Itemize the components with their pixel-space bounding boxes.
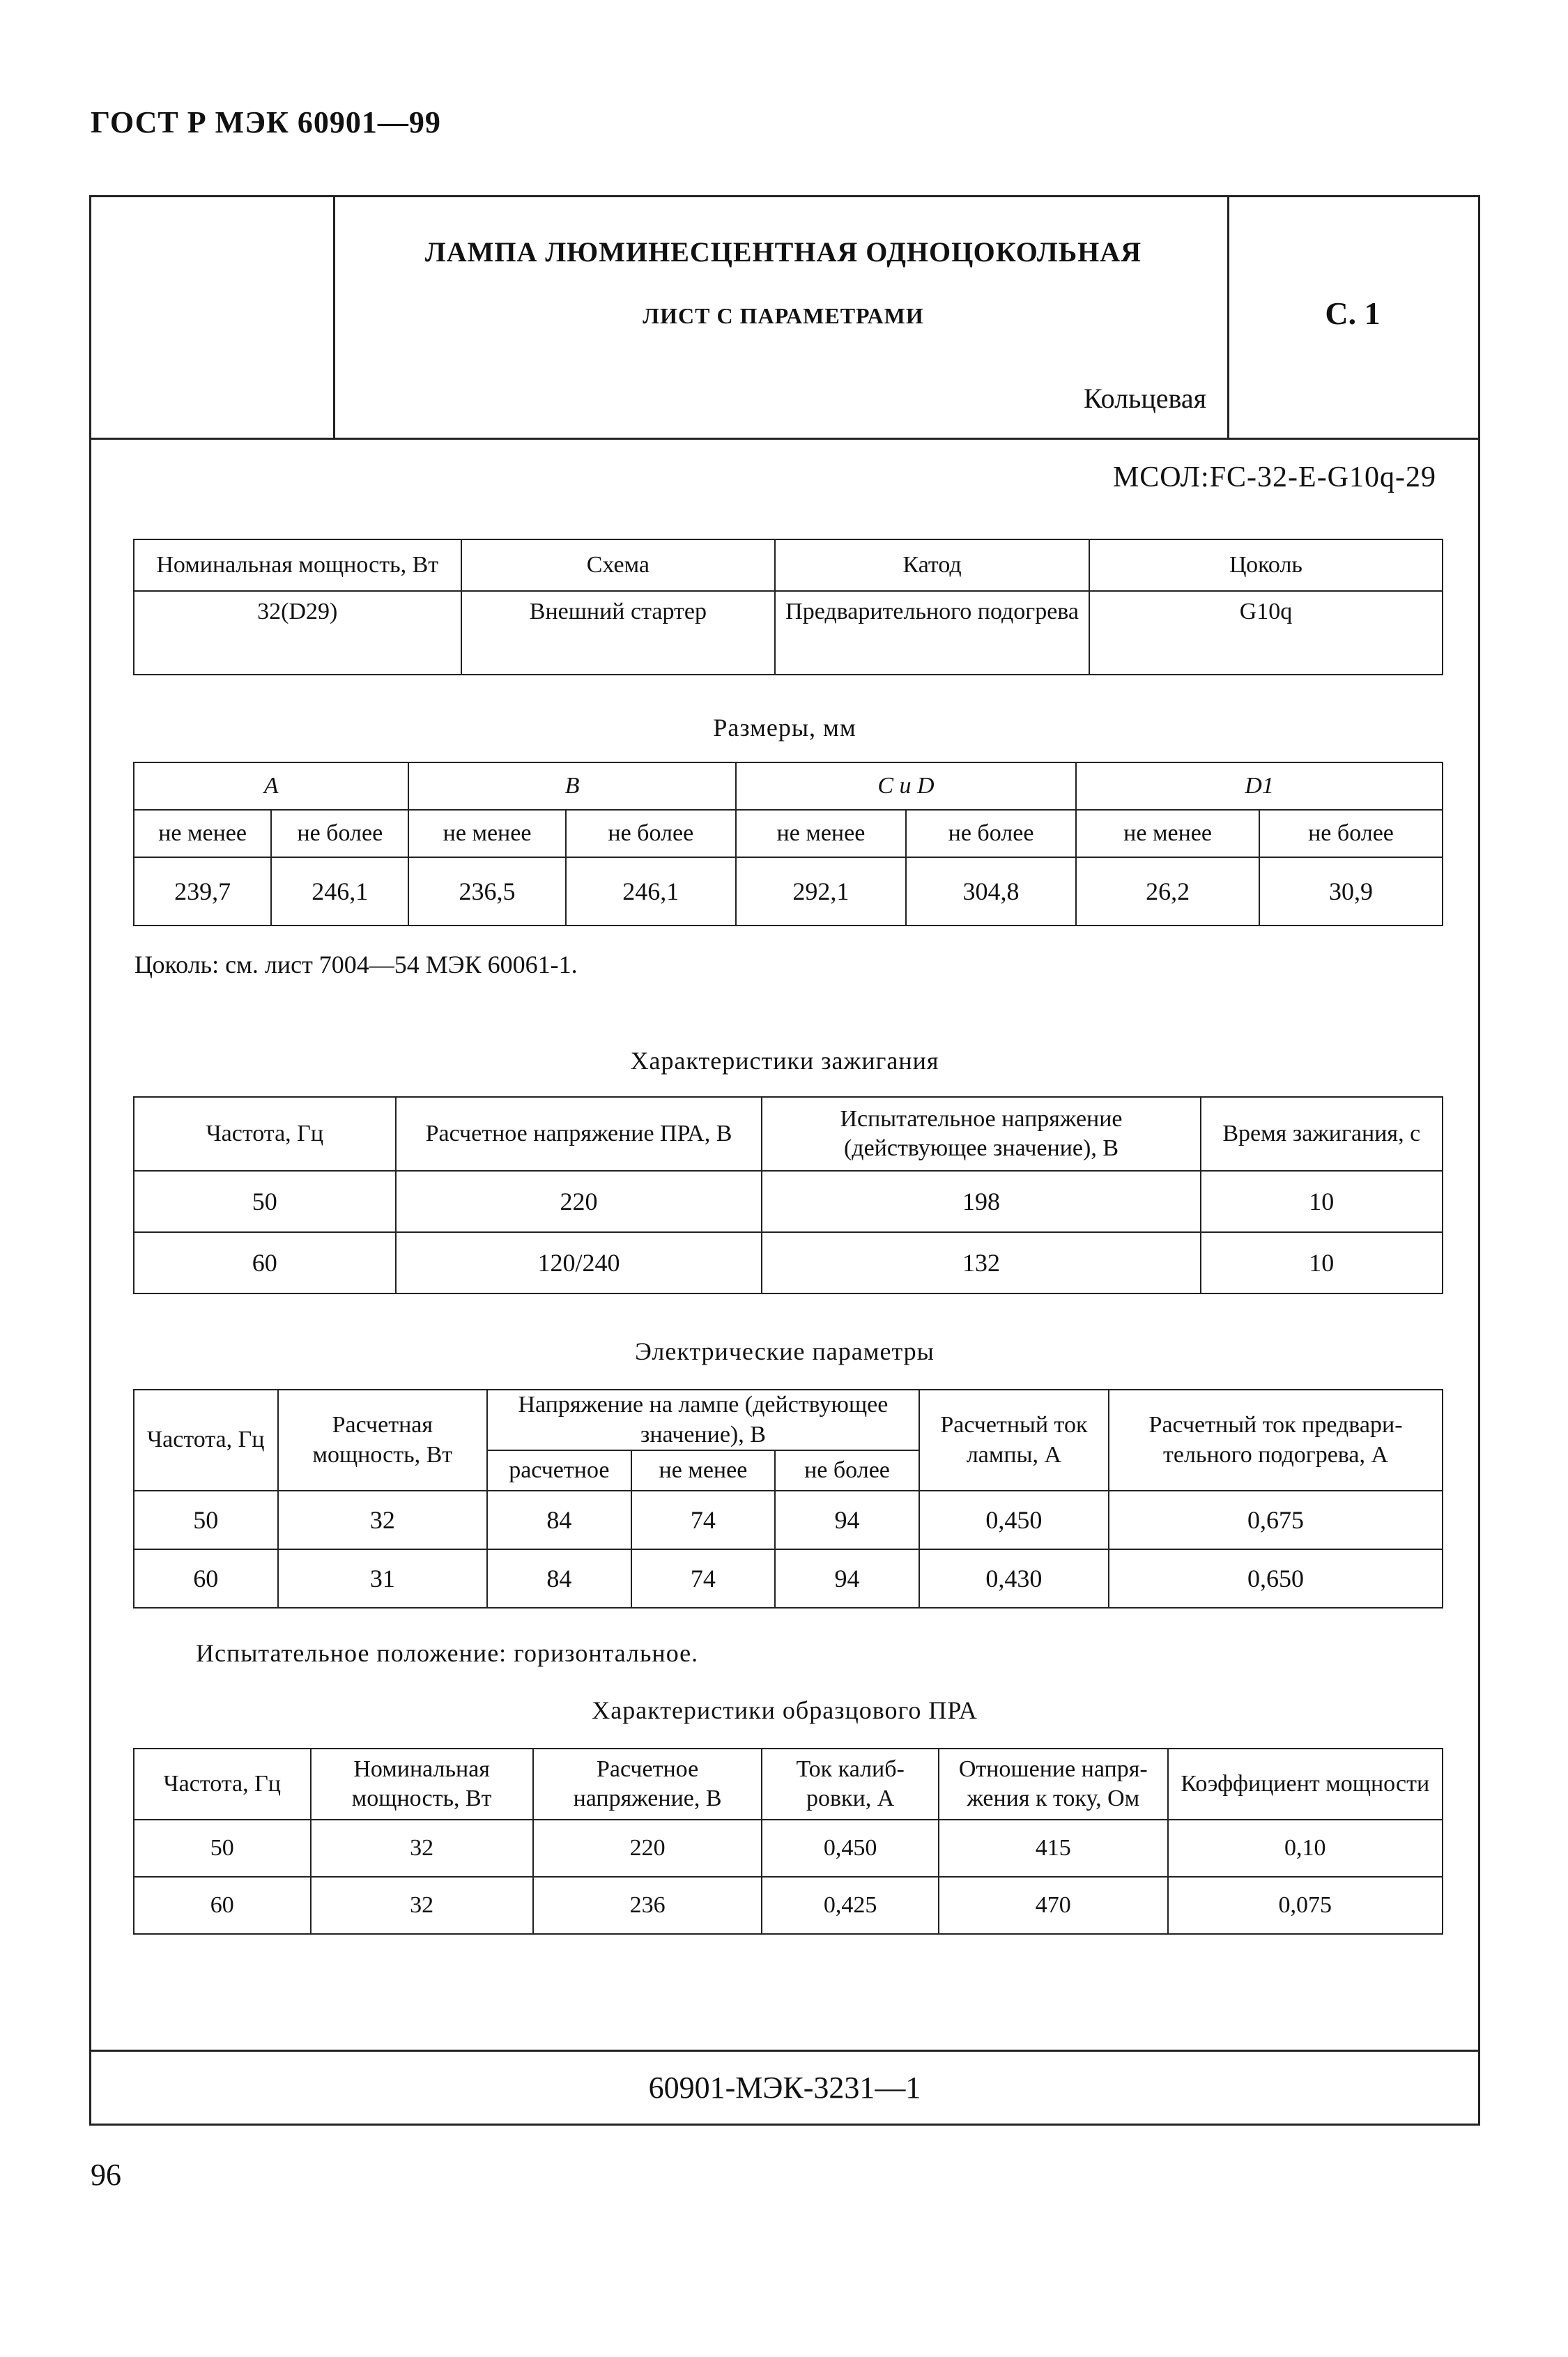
table-cell: 60 bbox=[134, 1877, 311, 1934]
footer-band bbox=[91, 2050, 1478, 2124]
sheet-frame bbox=[89, 195, 1480, 2126]
table-cell: 304,8 bbox=[906, 857, 1076, 926]
table-header-row bbox=[134, 1097, 1443, 1171]
dimension-group-b: B bbox=[408, 762, 735, 810]
test-position-note: Испытательное положение: горизонтальное. bbox=[196, 1639, 699, 1667]
table-cell: 50 bbox=[134, 1820, 311, 1877]
table-row bbox=[134, 1171, 1443, 1232]
header-cell: Испытательное напряжение (действующее значение), В bbox=[762, 1097, 1200, 1171]
header-cell: Катод bbox=[775, 539, 1089, 591]
max-label: не более bbox=[1259, 810, 1443, 857]
table-cell: 0,450 bbox=[762, 1820, 939, 1877]
min-label: не менее bbox=[736, 810, 906, 857]
table-row bbox=[134, 1549, 1443, 1608]
header-cell: Расчетное напряжение, В bbox=[533, 1749, 762, 1820]
min-label: не менее bbox=[408, 810, 565, 857]
header-cell: Время зажигания, с bbox=[1201, 1097, 1443, 1171]
table-cell: 239,7 bbox=[134, 857, 271, 926]
max-label: не более bbox=[566, 810, 736, 857]
table-cell: 292,1 bbox=[736, 857, 906, 926]
title-block-left-cell bbox=[91, 197, 335, 438]
table-cell: 94 bbox=[775, 1491, 919, 1549]
table-cell: 0,10 bbox=[1168, 1820, 1443, 1877]
ballast-table bbox=[133, 1748, 1443, 1935]
page-number: 96 bbox=[91, 2158, 121, 2192]
header-cell: Номинальная мощность, Вт bbox=[134, 539, 461, 591]
header-cell: Частота, Гц bbox=[134, 1390, 278, 1491]
table-header-row bbox=[134, 539, 1443, 591]
header-cell: расчетное bbox=[487, 1450, 631, 1491]
dimension-group-a: A bbox=[134, 762, 408, 810]
table-cell: 10 bbox=[1201, 1171, 1443, 1232]
table-cell: 0,450 bbox=[919, 1491, 1109, 1549]
table-row bbox=[134, 1877, 1443, 1934]
header-cell: не более bbox=[775, 1450, 919, 1491]
table-cell: 246,1 bbox=[271, 857, 408, 926]
header-cell: Расчетное напряжение ПРА, В bbox=[396, 1097, 762, 1171]
table-cell: 236 bbox=[533, 1877, 762, 1934]
header-cell: Отношение напря-жения к току, Ом bbox=[939, 1749, 1168, 1820]
header-cell: Частота, Гц bbox=[134, 1097, 396, 1171]
table-cell: 0,650 bbox=[1109, 1549, 1443, 1608]
standard-header: ГОСТ Р МЭК 60901—99 bbox=[91, 105, 441, 139]
table-cell: Предварительного подогрева bbox=[775, 591, 1089, 675]
header-cell: Ток калиб-ровки, А bbox=[762, 1749, 939, 1820]
table-cell: Внешний стартер bbox=[461, 591, 776, 675]
lamp-title: ЛАМПА ЛЮМИНЕСЦЕНТНАЯ ОДНОЦОКОЛЬНАЯ bbox=[424, 236, 1142, 268]
header-cell: Расчетная мощность, Вт bbox=[278, 1390, 487, 1491]
table-row bbox=[134, 591, 1443, 675]
header-cell: не менее bbox=[631, 1450, 776, 1491]
min-label: не менее bbox=[1076, 810, 1259, 857]
table-row bbox=[134, 1820, 1443, 1877]
table-cell: 236,5 bbox=[408, 857, 565, 926]
table-subheader-row bbox=[134, 810, 1443, 857]
table-cell: 0,675 bbox=[1109, 1491, 1443, 1549]
min-label: не менее bbox=[134, 810, 271, 857]
dimension-group-cd: C и D bbox=[736, 762, 1076, 810]
header-cell: Схема bbox=[461, 539, 776, 591]
table-cell: 84 bbox=[487, 1549, 631, 1608]
table-cell: 60 bbox=[134, 1232, 396, 1293]
dimensions-caption: Размеры, мм bbox=[713, 714, 856, 742]
table-cell: 60 bbox=[134, 1549, 278, 1608]
electrical-caption: Электрические параметры bbox=[635, 1337, 935, 1365]
table-cell: 220 bbox=[396, 1171, 762, 1232]
header-cell: Расчетный ток предвари-тельного подогрева, А bbox=[1109, 1390, 1443, 1491]
table-cell: 26,2 bbox=[1076, 857, 1259, 926]
table-row bbox=[134, 857, 1443, 926]
dimension-group-d1: D1 bbox=[1076, 762, 1443, 810]
table-cell: 32 bbox=[278, 1491, 487, 1549]
dimensions-table bbox=[133, 762, 1443, 926]
table-cell: 30,9 bbox=[1259, 857, 1443, 926]
lamp-shape: Кольцевая bbox=[1083, 383, 1206, 414]
table-cell: G10q bbox=[1089, 591, 1443, 675]
table-header-row bbox=[134, 1390, 1443, 1450]
table-row bbox=[134, 1232, 1443, 1293]
table-cell: 32 bbox=[311, 1877, 533, 1934]
table-cell: 32(D29) bbox=[134, 591, 461, 675]
table-cell: 0,430 bbox=[919, 1549, 1109, 1608]
table-cell: 74 bbox=[631, 1491, 776, 1549]
table-cell: 415 bbox=[939, 1820, 1168, 1877]
ignition-caption: Характеристики зажигания bbox=[630, 1047, 939, 1075]
table-cell: 246,1 bbox=[566, 857, 736, 926]
table-cell: 132 bbox=[762, 1232, 1200, 1293]
max-label: не более bbox=[271, 810, 408, 857]
header-cell: Расчетный ток лампы, А bbox=[919, 1390, 1109, 1491]
table-cell: 0,425 bbox=[762, 1877, 939, 1934]
table-cell: 120/240 bbox=[396, 1232, 762, 1293]
header-cell: Коэффициент мощности bbox=[1168, 1749, 1443, 1820]
header-cell: Цоколь bbox=[1089, 539, 1443, 591]
lamp-code: МСОЛ:FC-32-E-G10q-29 bbox=[1112, 461, 1436, 493]
table-cell: 50 bbox=[134, 1171, 396, 1232]
header-cell: Номинальная мощность, Вт bbox=[311, 1749, 533, 1820]
sheet-subtitle: ЛИСТ С ПАРАМЕТРАМИ bbox=[643, 303, 924, 328]
table-row bbox=[134, 1491, 1443, 1549]
table-cell: 74 bbox=[631, 1549, 776, 1608]
table-cell: 470 bbox=[939, 1877, 1168, 1934]
electrical-table bbox=[133, 1389, 1443, 1609]
general-table bbox=[133, 539, 1443, 675]
ignition-table bbox=[133, 1096, 1443, 1294]
sheet-number: С. 1 bbox=[1325, 295, 1381, 331]
title-block bbox=[91, 197, 1478, 440]
header-cell: Частота, Гц bbox=[134, 1749, 311, 1820]
base-note: Цоколь: см. лист 7004—54 МЭК 60061-1. bbox=[134, 951, 578, 978]
table-cell: 10 bbox=[1201, 1232, 1443, 1293]
table-cell: 50 bbox=[134, 1491, 278, 1549]
table-cell: 220 bbox=[533, 1820, 762, 1877]
table-header-row bbox=[134, 1749, 1443, 1820]
max-label: не более bbox=[906, 810, 1076, 857]
table-cell: 94 bbox=[775, 1549, 919, 1608]
sheet-code: 60901-МЭК-3231—1 bbox=[648, 2071, 921, 2105]
ballast-caption: Характеристики образцового ПРА bbox=[592, 1696, 978, 1724]
header-cell: Напряжение на лампе (действующее значение), В bbox=[487, 1390, 919, 1450]
table-header-row bbox=[134, 762, 1443, 810]
table-cell: 84 bbox=[487, 1491, 631, 1549]
table-cell: 198 bbox=[762, 1171, 1200, 1232]
table-cell: 0,075 bbox=[1168, 1877, 1443, 1934]
table-cell: 31 bbox=[278, 1549, 487, 1608]
table-cell: 32 bbox=[311, 1820, 533, 1877]
